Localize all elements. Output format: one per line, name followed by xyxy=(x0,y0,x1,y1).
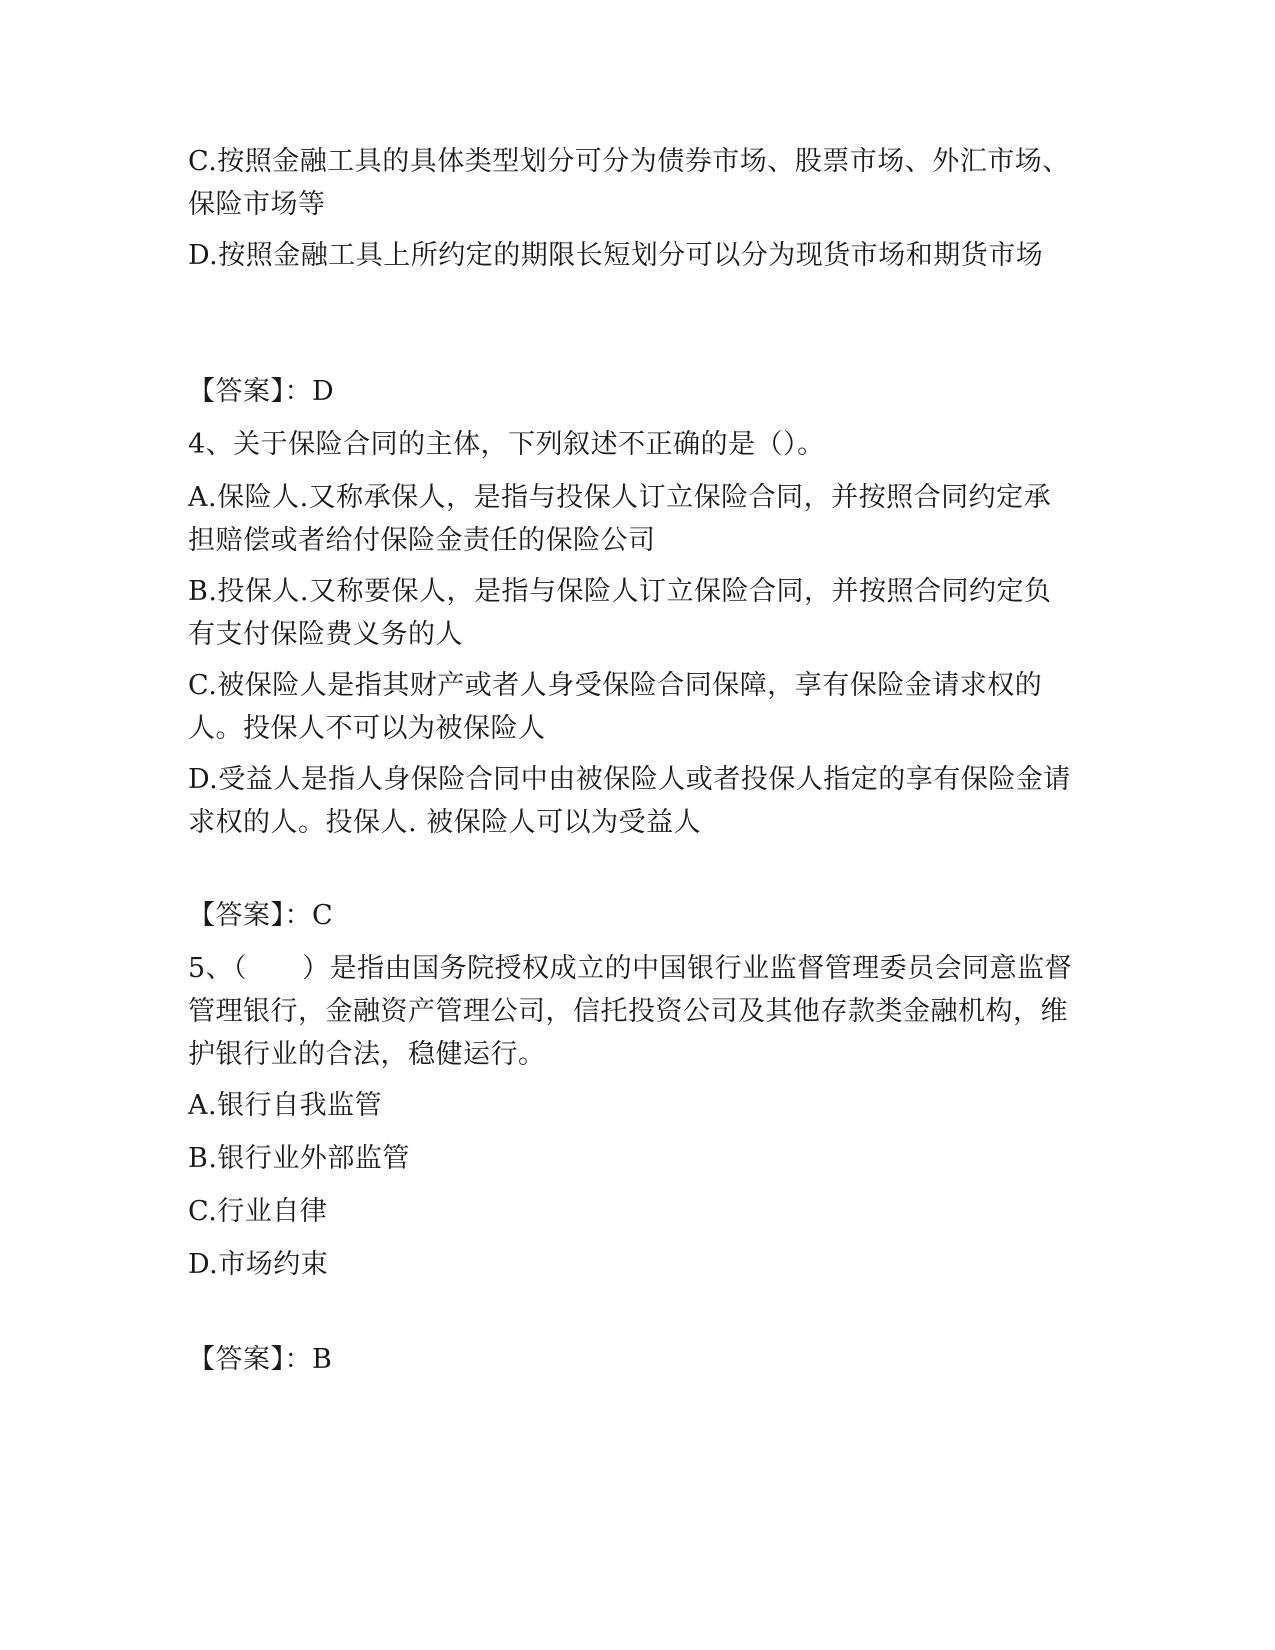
q5-stem: 5、（ ）是指由国务院授权成立的中国银行业监督管理委员会同意监督管理银行，金融资产管理公司，信托投资公司及其他存款类金融机构，维护银行业的合法，稳健运行。 xyxy=(188,953,1073,1070)
q3-answer: 【答案】：D xyxy=(188,376,335,407)
q4-option-b: B.投保人.又称要保人，是指与保险人订立保险合同，并按照合同约定负有支付保险费义务的人 xyxy=(188,576,1052,650)
q5-option-a: A.银行自我监管 xyxy=(188,1090,383,1121)
q5-answer: 【答案】：B xyxy=(188,1344,333,1375)
q3-option-d: D.按照金融工具上所约定的期限长短划分可以分为现货市场和期货市场 xyxy=(188,240,1044,271)
q5-option-b: B.银行业外部监管 xyxy=(188,1143,410,1174)
q4-answer: 【答案】：C xyxy=(188,900,334,931)
q4-option-c: C.被保险人是指其财产或者人身受保险合同保障，享有保险金请求权的人。投保人不可以为被保险人 xyxy=(188,670,1043,744)
q4-option-a: A.保险人.又称承保人，是指与投保人订立保险合同，并按照合同约定承担赔偿或者给付保险金责任的保险公司 xyxy=(188,482,1052,556)
q4-stem: 4、关于保险合同的主体，下列叙述不正确的是（）。 xyxy=(188,429,825,460)
q3-option-c: C.按照金融工具的具体类型划分可分为债券市场、股票市场、外汇市场、保险市场等 xyxy=(188,146,1070,220)
q5-option-c: C.行业自律 xyxy=(188,1196,328,1227)
q4-option-d: D.受益人是指人身保险合同中由被保险人或者投保人指定的享有保险金请求权的人。投保人. 被保险人可以为受益人 xyxy=(188,764,1071,838)
q5-option-d: D.市场约束 xyxy=(188,1249,329,1280)
